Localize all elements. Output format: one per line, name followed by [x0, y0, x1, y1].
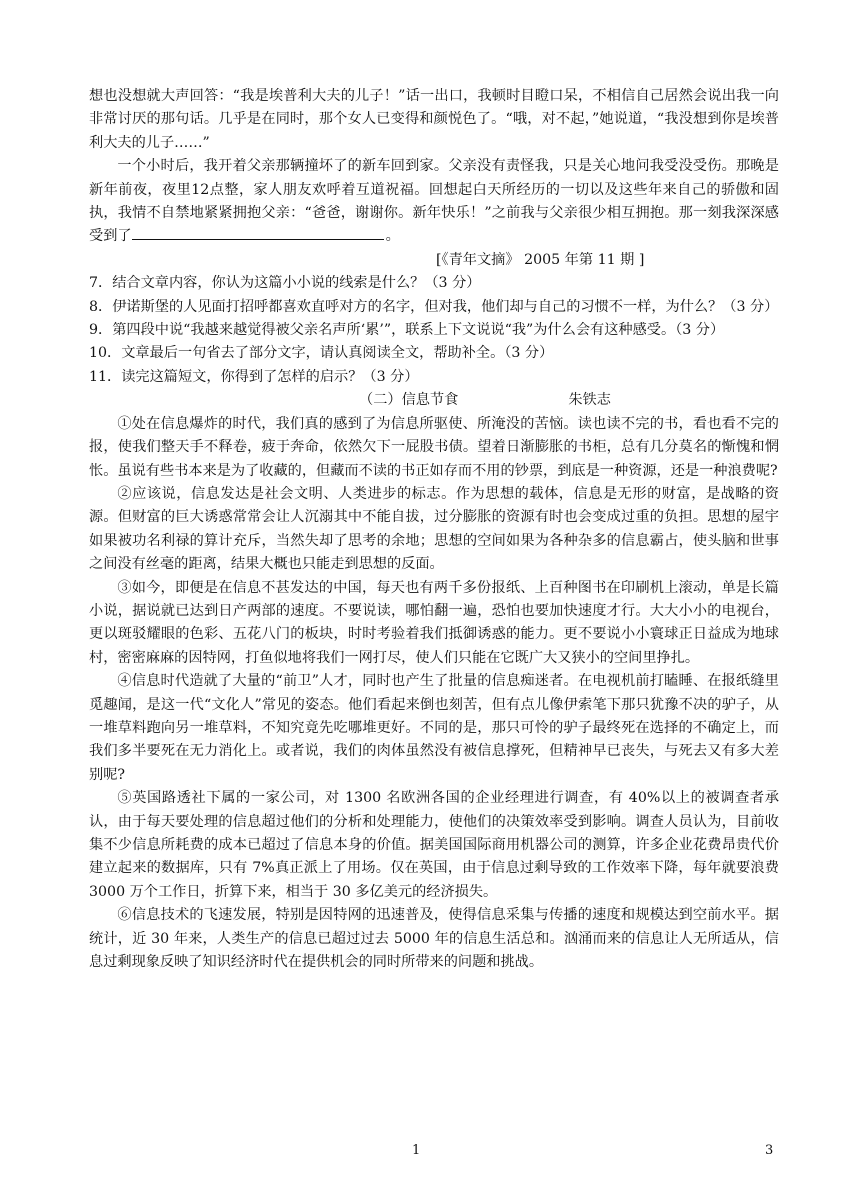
- article-paragraph-4: ④信息时代造就了大量的“前卫”人才，同时也产生了批量的信息痴迷者。在电视机前打瞌睡、在报纸缝里觅趣闻，是这一代“文化人”常见的姿态。他们看起来倒也刻苦，但有点儿像伊索笔下那只犹豫不决的驴子，从一堆草料跑向另一堆草料，不知究竟先吃哪堆更好。不同的是，那只可怜的驴子最终死在选择的不确定上，而我们多半要死在无力消化上。或者说，我们的肉体虽然没有被信息撑死，但精神早已丧失，与死去又有多大差别呢?: [89, 673, 779, 783]
- page-number: 1: [412, 1143, 421, 1158]
- story-final-text: 一个小时后，我开着父亲那辆撞坏了的新车回到家。父亲没有责怪我，只是关心地问我受没受伤。那晚是新年前夜，夜里12点整，家人朋友欢呼着互道祝福。回想起白天所经历的一切以及这些年来自己的骄傲和固执，我情不自禁地紧紧拥抱父亲：“爸爸，谢谢你。新年快乐！”之前我与父亲很少相互拥抱。那一刻我深深感受到了: [89, 158, 779, 245]
- question-8: 8．伊诺斯堡的人见面打招呼都喜欢直呼对方的名字，但对我，他们却与自己的习惯不一样，为什么？（3 分）: [89, 298, 779, 315]
- page-footer: [0, 1143, 860, 1163]
- story-paragraph-final: [89, 155, 779, 249]
- section-author: 朱铁志: [568, 392, 611, 409]
- section-title: （二）信息节食: [359, 392, 459, 409]
- article-paragraph-3: ③如今，即便是在信息不甚发达的中国，每天也有两千多份报纸、上百种图书在印刷机上滚动，单是长篇小说，据说就已达到日产两部的速度。不要说读，哪怕翻一遍，恐怕也要加快速度才行。大大小小的电视台，更以斑驳耀眼的色彩、五花八门的板块，时时考验着我们抵御诱惑的能力。更不要说小小寰球正日益成为地球村，密密麻麻的因特网，打鱼似地将我们一网打尽，使人们只能在它既广大又狭小的空间里挣扎。: [89, 579, 779, 666]
- question-9: 9．第四段中说“我越来越觉得被父亲名声所‘累’”，联系上下文说说“我”为什么会有这种感受。（3 分）: [89, 322, 725, 339]
- question-10: 10．文章最后一句省去了部分文字，请认真阅读全文，帮助补全。（3 分）: [89, 345, 554, 362]
- question-11: 11．读完这篇短文，你得到了怎样的启示？（3 分）: [89, 368, 419, 385]
- source-citation: [《青年文摘》 2005 年第 11 期 ]: [436, 251, 645, 268]
- article-paragraph-5: ⑤英国路透社下属的一家公司，对 1300 名欧洲各国的企业经理进行调查，有 40%以上的被调查者承认，由于每天要处理的信息超过他们的分析和处理能力，使他们的决策效率受到影响。调查人员认为，目前收集不少信息所耗费的成本已超过了信息本身的价值。据美国国际商用机器公司的测算，许多企业花费昂贵代价建立起来的数据库，只有 7%真正派上了用场。仅在英国，由于信息过剩导致的工作效率下降，每年就要浪费 3000 万个工作日，折算下来，相当于 30 多亿美元的经济损失。: [89, 790, 779, 900]
- answer-blank[interactable]: [132, 225, 384, 240]
- article-paragraph-6: ⑥信息技术的飞速发展，特别是因特网的迅速普及，使得信息采集与传播的速度和规模达到空前水平。据统计，近 30 年来，人类生产的信息已超过过去 5000 年的信息生活总和。汹涌而来的信息让人无所适从，信息过剩现象反映了知识经济时代在提供机会的同时所带来的问题和挑战。: [89, 907, 779, 971]
- page-total: 3: [765, 1143, 774, 1158]
- article-paragraph-2: ②应该说，信息发达是社会文明、人类进步的标志。作为思想的载体，信息是无形的财富，是战略的资源。但财富的巨大诱惑常常会让人沉溺其中不能自拔，过分膨胀的资源有时也会变成过重的负担。思想的屋宇如果被功名利禄的算计充斥，当然失却了思考的余地；思想的空间如果为各种杂多的信息霸占，使头脑和世事之间没有丝毫的距离，结果大概也只能走到思想的反面。: [89, 485, 779, 573]
- article-paragraph-1: ①处在信息爆炸的时代，我们真的感到了为信息所驱使、所淹没的苦恼。读也读不完的书，看也看不完的报，使我们整天手不释卷，疲于奔命，依然欠下一屁股书债。望着日渐膨胀的书柜，总有几分莫名的惭愧和惘怅。虽说有些书本来是为了收藏的，但藏而不读的书正如存而不用的钞票，到底是一种资源，还是一种浪费呢?: [89, 415, 779, 479]
- question-7: 7．结合文章内容，你认为这篇小小说的线索是什么？（3 分）: [89, 275, 481, 292]
- section-heading: [89, 389, 779, 412]
- document-page: [89, 85, 779, 974]
- story-final-punct: 。: [385, 228, 400, 245]
- story-paragraph: 想也没想就大声回答：“我是埃普利大夫的儿子！”话一出口，我顿时目瞪口呆，不相信自己居然会说出我一向非常讨厌的那句话。几乎是在同时，那个女人已变得和颜悦色了。“哦，对不起，”她说道，“我没想到你是埃普利大夫的儿子……”: [89, 88, 779, 151]
